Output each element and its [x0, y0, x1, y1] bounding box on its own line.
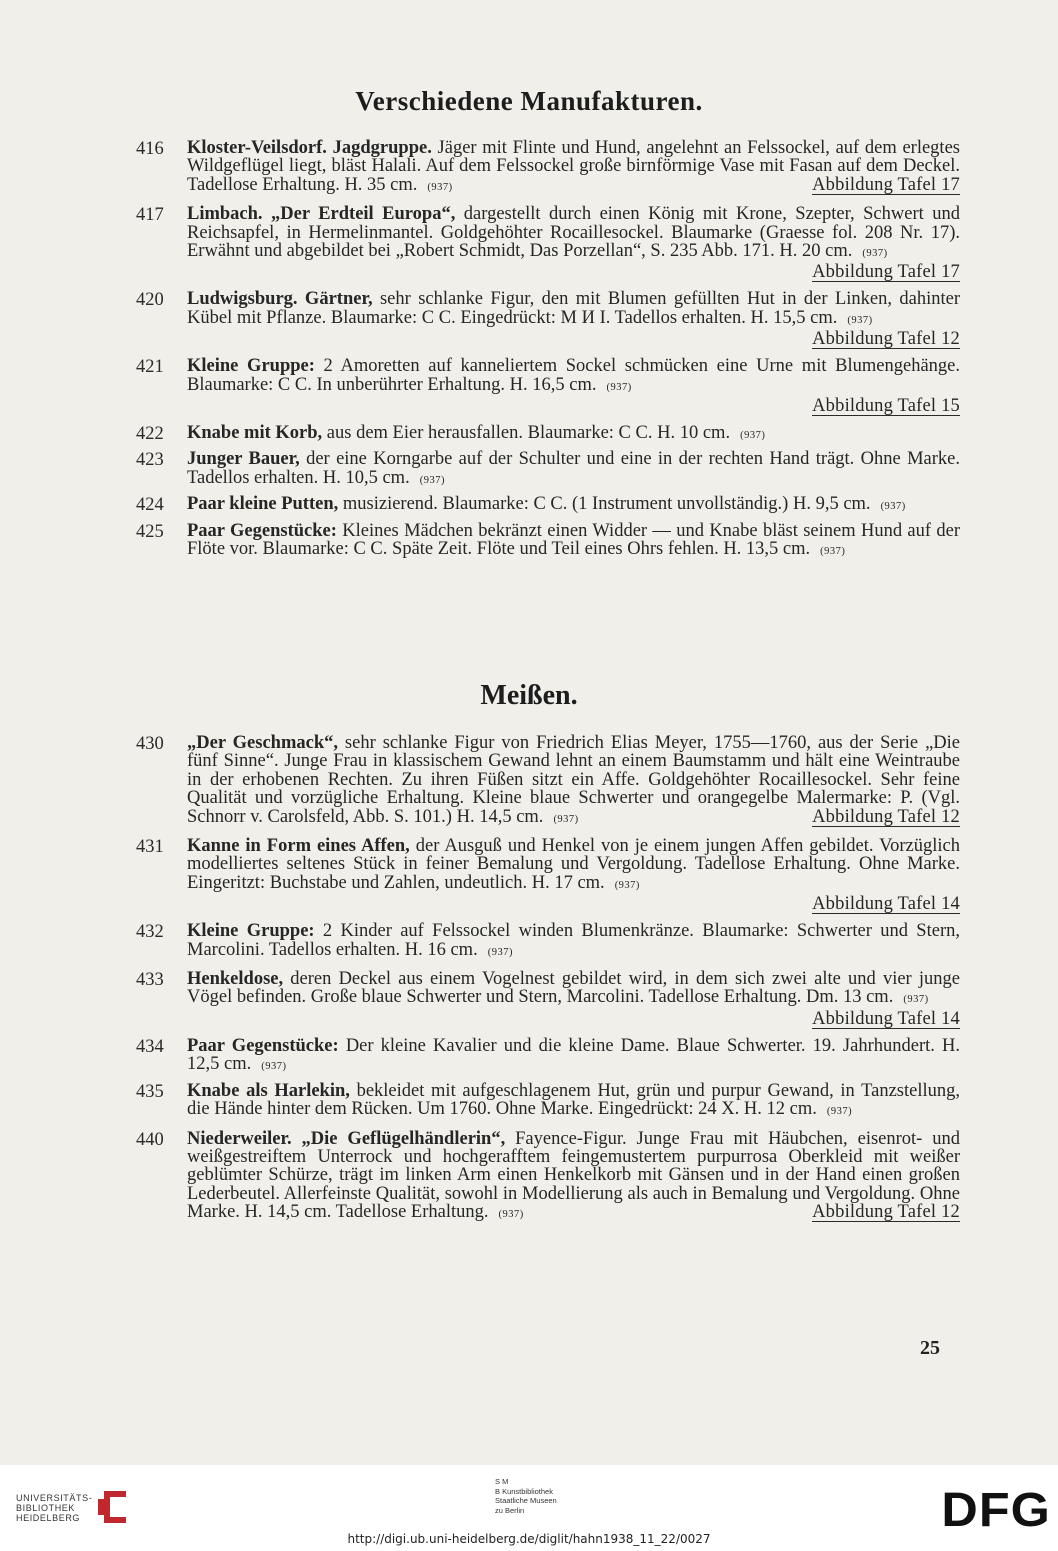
lot-reference: (937) — [261, 1061, 287, 1073]
plate-reference: Abbildung Tafel 12 — [812, 1202, 960, 1223]
entry-heading: Knabe als Harlekin, — [187, 1080, 350, 1101]
logo-line: UNIVERSITÄTS- — [16, 1493, 93, 1503]
entry-text — [187, 424, 960, 445]
entry-heading: Kleine Gruppe: — [187, 921, 315, 942]
plate-reference: Abbildung Tafel 14 — [812, 1008, 960, 1029]
entry-description: aus dem Eier herausfallen. Blaumarke: C C. H. 10 cm. — [322, 423, 731, 444]
lot-reference: (937) — [903, 994, 929, 1006]
catalog-entry — [0, 139, 1058, 197]
stamp-line: zu Berlin — [495, 1505, 525, 1515]
plate-reference: Abbildung Tafel 12 — [812, 806, 960, 827]
entry-text — [187, 1130, 960, 1225]
entry-description: sehr schlanke Figur von Friedrich Elias Meyer, 1755—1760, aus der Serie „Die fünf Sinne“. Junge Frau in klassischem Gewand lehnt an einem Baumstamm und hält eine Weintraube in der erhobenen Rechten. Zu ihren Füßen sitzt ein Affe. Goldgehöhter Rocaillesockel. Sehr feine Qualität und vorzügliche Erhaltung. Kleine blaue Schwerter und orangegelbe Malermarke: P. (Vgl. Schnorr v. Carolsfeld, Abb. S. 101.) H. 14,5 cm. — [187, 733, 960, 827]
catalog-entry — [0, 1082, 1058, 1122]
catalog-entry — [0, 357, 1058, 416]
entry-description: bekleidet mit aufgeschlagenem Hut, grün und purpur Gewand, in Tanzstellung, die Hände hinter dem Rücken. Um 1760. Ohne Marke. Eingedrückt: 24 X. H. 12 cm. — [187, 1080, 960, 1120]
entry-number: 422 — [136, 424, 164, 445]
entry-heading: Kloster-Veilsdorf. Jagdgruppe. — [187, 138, 432, 158]
stamp-line: B Kunstbibliothek — [495, 1486, 553, 1496]
plate-reference: Abbildung Tafel 17 — [812, 174, 960, 195]
lot-reference: (937) — [847, 314, 873, 326]
stamp-line: Staatliche Museen — [495, 1496, 557, 1505]
entry-text — [187, 1082, 960, 1122]
entry-number: 425 — [136, 521, 164, 542]
entry-text — [187, 734, 960, 829]
catalog-entry — [0, 922, 1058, 962]
university-mark-icon — [96, 1487, 130, 1527]
catalog-entry — [0, 1130, 1058, 1225]
catalog-entry — [0, 424, 1058, 445]
catalog-entry — [0, 734, 1058, 829]
entry-number: 431 — [136, 837, 164, 858]
entry-description: Fayence-Figur. Junge Frau mit Häubchen, eisenrot- und weißgestreiftem Unterrock und hochgerafftem feingemustertem purpurrosa Oberkleid mit weißer geblümter Schürze, trägt im linken Arm einen Henkelkorb mit Gänsen und in der Hand einen großen Lederbeutel. Allerfeinste Qualität, sowohl in Modellierung als auch in Bemalung und Vergoldung. Ohne Marke. H. 14,5 cm. Tadellose Erhaltung. — [187, 1128, 961, 1223]
entry-description: Der kleine Kavalier und die kleine Dame. Blaue Schwerter. 19. Jahrhundert. H. 12,5 cm. — [187, 1035, 960, 1075]
lot-reference: (937) — [427, 181, 453, 193]
lot-reference: (937) — [553, 813, 579, 825]
entry-description: der eine Korngarbe auf der Schulter und eine in der rechten Hand trägt. Ohne Marke. Tadellos erhalten. H. 10,5 cm. — [187, 449, 960, 488]
entry-description: sehr schlanke Figur, den mit Blumen gefüllten Hut in der Linken, dahinter Kübel mit Pflanze. Blaumarke: C C. Eingedrückt: M И I. Tadellos erhalten. H. 15,5 cm. — [187, 289, 960, 328]
entry-text — [187, 450, 960, 490]
entry-description: musizierend. Blaumarke: C C. (1 Instrument unvollständig.) H. 9,5 cm. — [338, 494, 871, 515]
entry-number: 435 — [136, 1081, 164, 1102]
entry-number: 424 — [136, 495, 164, 516]
entry-number: 434 — [136, 1036, 164, 1057]
lot-reference: (937) — [862, 248, 888, 260]
entry-text — [187, 922, 960, 962]
entry-text — [187, 495, 960, 516]
entry-heading: Henkeldose, — [187, 969, 284, 990]
entry-heading: „Der Geschmack“, — [187, 733, 338, 753]
entry-number: 440 — [136, 1129, 164, 1150]
entry-number: 416 — [136, 139, 164, 159]
catalog-entry — [0, 450, 1058, 490]
entry-text — [187, 837, 960, 895]
entry-text — [187, 289, 960, 350]
lot-reference: (937) — [614, 879, 640, 891]
entry-number: 432 — [136, 922, 164, 943]
catalog-entry — [0, 205, 1058, 282]
section-title: Verschiedene Manufakturen. — [355, 86, 703, 116]
entry-text — [187, 1037, 960, 1077]
lot-reference: (937) — [498, 1209, 524, 1221]
entry-heading: Paar Gegenstücke: — [187, 520, 337, 541]
entry-text — [187, 357, 960, 397]
entry-text — [187, 522, 960, 562]
entry-heading: Knabe mit Korb, — [187, 423, 323, 444]
plate-reference: Abbildung Tafel 12 — [812, 329, 960, 350]
lot-reference: (937) — [880, 501, 906, 513]
lot-reference: (937) — [820, 546, 846, 558]
lot-reference: (937) — [606, 381, 632, 393]
entry-heading: Paar kleine Putten, — [187, 494, 339, 515]
catalog-entry — [0, 970, 1058, 1029]
plate-reference: Abbildung Tafel 15 — [812, 396, 960, 417]
plate-reference-line — [187, 895, 960, 914]
university-logo — [16, 1493, 92, 1523]
entry-number: 421 — [136, 357, 164, 378]
entry-list — [0, 139, 1058, 562]
catalog-entry — [0, 1037, 1058, 1077]
catalog-entry — [0, 522, 1058, 562]
entry-number: 433 — [136, 970, 164, 991]
logo-line: BIBLIOTHEK — [16, 1503, 76, 1513]
entry-number: 417 — [136, 205, 164, 226]
entry-description: Jäger mit Flinte und Hund, angelehnt an Felssockel, auf dem erlegtes Wildgeflügel liegt, bläst Halali. Auf dem Felssockel große birnförmige Vase mit Fasan auf dem Deckel. Tadellose Erhaltung. H. 35 cm. — [187, 138, 960, 195]
entry-description: Kleines Mädchen bekränzt einen Widder — und Knabe bläst seinem Hund auf der Flöte vor. Blaumarke: C C. Späte Zeit. Flöte und Teil eines Ohrs fehlen. H. 13,5 cm. — [187, 520, 960, 560]
plate-reference: Abbildung Tafel 17 — [812, 262, 960, 283]
entry-description: 2 Kinder auf Felssockel winden Blumenkränze. Blaumarke: Schwerter und Stern, Marcolini. Tadellos erhalten. H. 16 cm. — [187, 921, 960, 960]
catalog-entry — [0, 495, 1058, 516]
page-number: 25 — [920, 1337, 940, 1359]
logo-line: HEIDELBERG — [16, 1513, 81, 1523]
lot-reference: (937) — [740, 430, 766, 442]
entry-heading: Junger Bauer, — [187, 449, 300, 470]
catalog-entry — [0, 290, 1058, 349]
entry-description: 2 Amoretten auf kanneliertem Sockel schmücken eine Urne mit Blumengehänge. Blaumarke: C C. In unberührter Erhaltung. H. 16,5 cm. — [187, 356, 960, 395]
section-title: Meißen. — [480, 680, 578, 711]
dfg-logo: DFG — [941, 1484, 1051, 1537]
entry-text — [187, 969, 960, 1029]
entry-heading: Kanne in Form eines Affen, — [187, 836, 410, 857]
entry-heading: Limbach. „Der Erdteil Europa“, — [187, 204, 456, 225]
entry-description: der Ausguß und Henkel von je einem jungen Affen gebildet. Vorzüglich modelliertes seltenes Stück in feiner Bemalung und Vergoldung. Tadellose Erhaltung. Ohne Marke. Eingeritzt: Buchstabe und Zahlen, undeutlich. H. 17 cm. — [187, 836, 961, 893]
source-url[interactable]: http://digi.ub.uni-heidelberg.de/diglit/hahn1938_11_22/0027 — [347, 1532, 711, 1546]
entry-description: deren Deckel aus einem Vogelnest gebildet wird, in dem sich zwei alte und vier junge Vögel befinden. Große blaue Schwerter und Stern, Marcolini. Tadellose Erhaltung. Dm. 13 cm. — [187, 969, 960, 1008]
entry-heading: Paar Gegenstücke: — [187, 1035, 339, 1056]
lot-reference: (937) — [419, 474, 445, 486]
entry-heading: Ludwigsburg. Gärtner, — [187, 289, 373, 310]
entry-text — [187, 139, 960, 197]
entry-number: 430 — [136, 734, 164, 754]
entry-list — [0, 734, 1058, 1225]
stamp-line: S M — [495, 1477, 509, 1486]
lot-reference: (937) — [487, 946, 513, 958]
entry-text — [187, 204, 960, 283]
entry-number: 423 — [136, 450, 164, 471]
plate-reference: Abbildung Tafel 14 — [812, 894, 960, 915]
footer — [0, 1465, 1058, 1551]
lot-reference: (937) — [826, 1106, 853, 1118]
entry-heading: Kleine Gruppe: — [187, 356, 315, 377]
library-stamp — [495, 1477, 557, 1515]
entry-number: 420 — [136, 290, 164, 311]
entry-description: dargestellt durch einen König mit Krone, Szepter, Schwert und Reichsapfel, in Hermelinmantel. Goldgehöhter Rocaillesockel. Blaumarke (Graesse fol. 208 Nr. 17). Erwähnt und abgebildet bei „Robert Schmidt, Das Porzellan“, S. 235 Abb. 171. H. 20 cm. — [187, 204, 960, 262]
entry-heading: Niederweiler. „Die Geflügelhändlerin“, — [187, 1128, 506, 1149]
plate-reference-line — [187, 397, 960, 416]
catalog-entry — [0, 837, 1058, 914]
